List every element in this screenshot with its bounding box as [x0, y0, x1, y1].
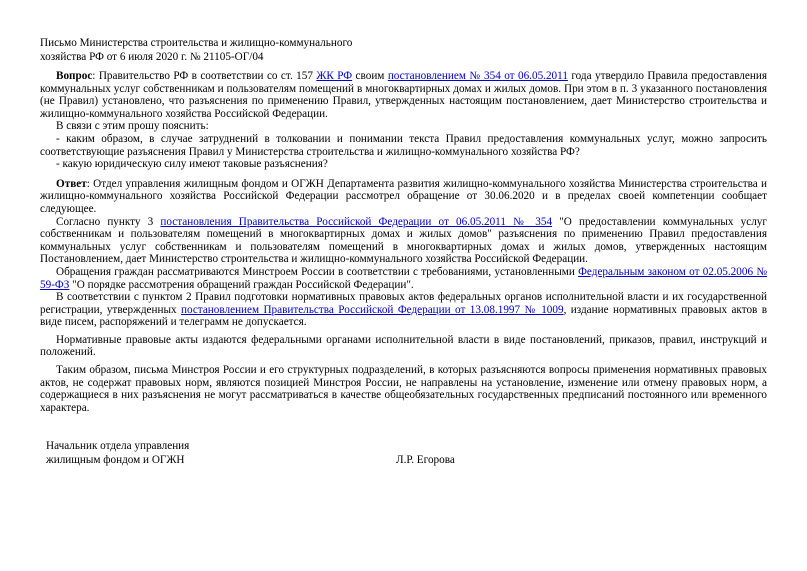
- position-line-1: Начальник отдела управления: [46, 440, 190, 452]
- question-paragraph-1: [40, 70, 767, 120]
- government-resolution-354-link[interactable]: постановления Правительства Российской Федерации от 06.05.2011 № 354: [160, 215, 553, 228]
- answer-paragraph-5: Нормативные правовые акты издаются федеральными органами исполнительной власти в виде постановлений, приказов, правил, инструкций и положений.: [40, 333, 767, 359]
- document-title: [40, 36, 370, 64]
- government-resolution-1009-link[interactable]: постановлением Правительства Российской Федерации от 13.08.1997 № 1009: [180, 303, 564, 316]
- answer-paragraph-6: Таким образом, письма Минстроя России и его структурных подразделений, в которых разъясняются вопросы применения нормативных правовых актов, не содержат правовых норм, являются позицией Минстроя России, не направлены на установление, изменение или отмену правовых норм, а содержащиеся в них разъяснения не могут рассматриваться в качестве общеобязательных государственных предписаний постоянного или временного характера.: [40, 364, 767, 414]
- answer-text-1: : Отдел управления жилищным фондом и ОГЖН Департамента развития жилищно-коммунального хозяйства Министерства строительства и жилищно-коммунального хозяйства Российской Федерации рассмотрел обращение от 30.06.2020 и в пределах своей компетенции сообщает следующее.: [40, 177, 767, 215]
- question-text-1a: : Правительство РФ в соответствии со ст. 157: [92, 70, 317, 82]
- question-label: Вопрос: [56, 70, 93, 82]
- title-line-2: хозяйства РФ от 6 июля 2020 г. № 21105-ОГ/04: [40, 51, 264, 63]
- answer-text-3b: "О порядке рассмотрения обращений граждан Российской Федерации".: [69, 278, 414, 291]
- question-text-1b: своим: [352, 70, 388, 82]
- answer-text-4a: В соответствии с пунктом 2 Правил подготовки нормативных правовых актов федеральных органов исполнительной власти и их государственной регистрации, утвержденных: [40, 291, 767, 316]
- answer-paragraph-1: [40, 178, 767, 216]
- document-body: [40, 70, 767, 414]
- signatory-position: [46, 439, 296, 467]
- resolution-354-link[interactable]: постановлением № 354 от 06.05.2011: [387, 70, 568, 82]
- answer-label: Ответ: [56, 177, 87, 190]
- title-line-1: Письмо Министерства строительства и жилищно-коммунального: [40, 37, 353, 49]
- signatory-name: Л.Р. Егорова: [396, 454, 455, 466]
- answer-text-3a: Обращения граждан рассматриваются Минстроем России в соответствии с требованиями, установленными: [56, 265, 579, 278]
- answer-text-2a: Согласно пункту 3: [56, 215, 161, 228]
- position-line-2: жилищным фондом и ОГЖН: [46, 454, 185, 466]
- answer-paragraph-2: [40, 216, 767, 266]
- answer-text-2b: "О предоставлении коммунальных услуг собственникам и пользователям помещений в многоквартирных домах и жилых домов" разъяснения по применению Правил предоставления коммунальных услуг собственникам и пользователям помещений в многоквартирных домах и жилых домов, утвержденных настоящим Постановлением, дает Министерство строительства и жилищно-коммунального хозяйства Российской Федерации.: [40, 215, 767, 266]
- question-text-1c: года утвердило Правила предоставления коммунальных услуг собственникам и пользователям помещений в многоквартирных домах и жилых домов. При этом в п. 3 указанного постановления (не Правил) установлено, что разъяснения по применению Правил, утвержденных настоящим постановлением, дает Министерство строительства и жилищно-коммунального хозяйства Российской Федерации.: [40, 70, 767, 120]
- answer-paragraph-3: [40, 266, 767, 291]
- question-paragraph-3: - каким образом, в случае затруднений в толковании и понимании текста Правил предоставления коммунальных услуг, можно запросить соответствующие разъяснения Правил у Министерства строительства и жилищно-коммунального хозяйства РФ?: [40, 132, 767, 158]
- federal-law-59-link[interactable]: Федеральным законом от 02.05.2006 № 59-ФЗ: [40, 265, 767, 291]
- question-paragraph-4: - какую юридическую силу имеют таковые разъяснения?: [56, 158, 328, 171]
- housing-code-link[interactable]: ЖК РФ: [316, 70, 353, 82]
- answer-text-4b: , издание нормативных правовых актов в виде писем, распоряжений и телеграмм не допускается.: [40, 303, 767, 329]
- question-paragraph-2: В связи с этим прошу пояснить:: [56, 120, 209, 133]
- answer-paragraph-4: [40, 291, 767, 329]
